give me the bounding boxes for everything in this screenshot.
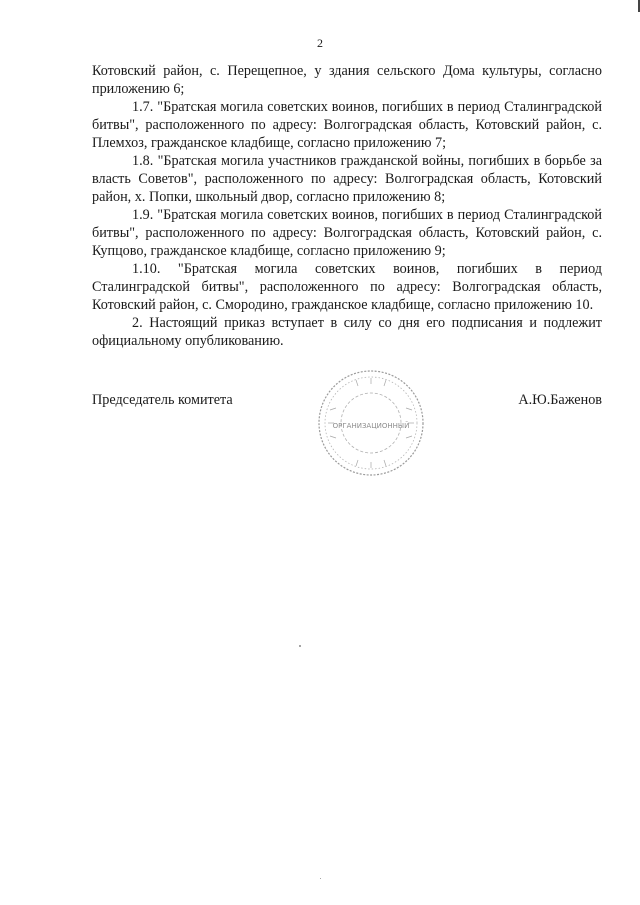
paragraph: 1.10. "Братская могила советских воинов, погибших в период Сталинградской битвы", расположенного по адресу: Волгоградская область, Котовский район, с. Смородино, гражданское кладбище, согласно приложению 10. (92, 261, 602, 313)
paragraph: 1.7. "Братская могила советских воинов, погибших в период Сталинградской битвы", расположенного по адресу: Волгоградская область, Котовский район, с. Племхоз, гражданское кладбище, согласно приложению 7; (92, 99, 602, 151)
paragraph: 2. Настоящий приказ вступает в силу со дня его подписания и подлежит официальному опубликованию. (92, 315, 602, 349)
signatory-title: Председатель комитета (92, 392, 233, 408)
scan-speck (320, 878, 321, 879)
official-stamp (316, 368, 426, 478)
scan-speck (299, 645, 301, 647)
document-body (92, 62, 602, 350)
paragraph: 1.9. "Братская могила советских воинов, погибших в период Сталинградской битвы", расположенного по адресу: Волгоградская область, Котовский район, с. Купцово, гражданское кладбище, согласно приложению 9; (92, 207, 602, 259)
stamp-seal-icon (316, 368, 426, 478)
paragraph: Котовский район, с. Перещепное, у здания сельского Дома культуры, согласно приложению 6; (92, 63, 602, 97)
signatory-name: А.Ю.Баженов (518, 392, 602, 408)
page-number: 2 (317, 36, 323, 50)
svg-text:ОРГАНИЗАЦИОННЫЙ: ОРГАНИЗАЦИОННЫЙ (332, 422, 410, 430)
paragraph: 1.8. "Братская могила участников гражданской войны, погибших в борьбе за власть Советов", расположенного по адресу: Волгоградская область, Котовский район, х. Попки, школьный двор, согласно приложению 8; (92, 153, 602, 205)
